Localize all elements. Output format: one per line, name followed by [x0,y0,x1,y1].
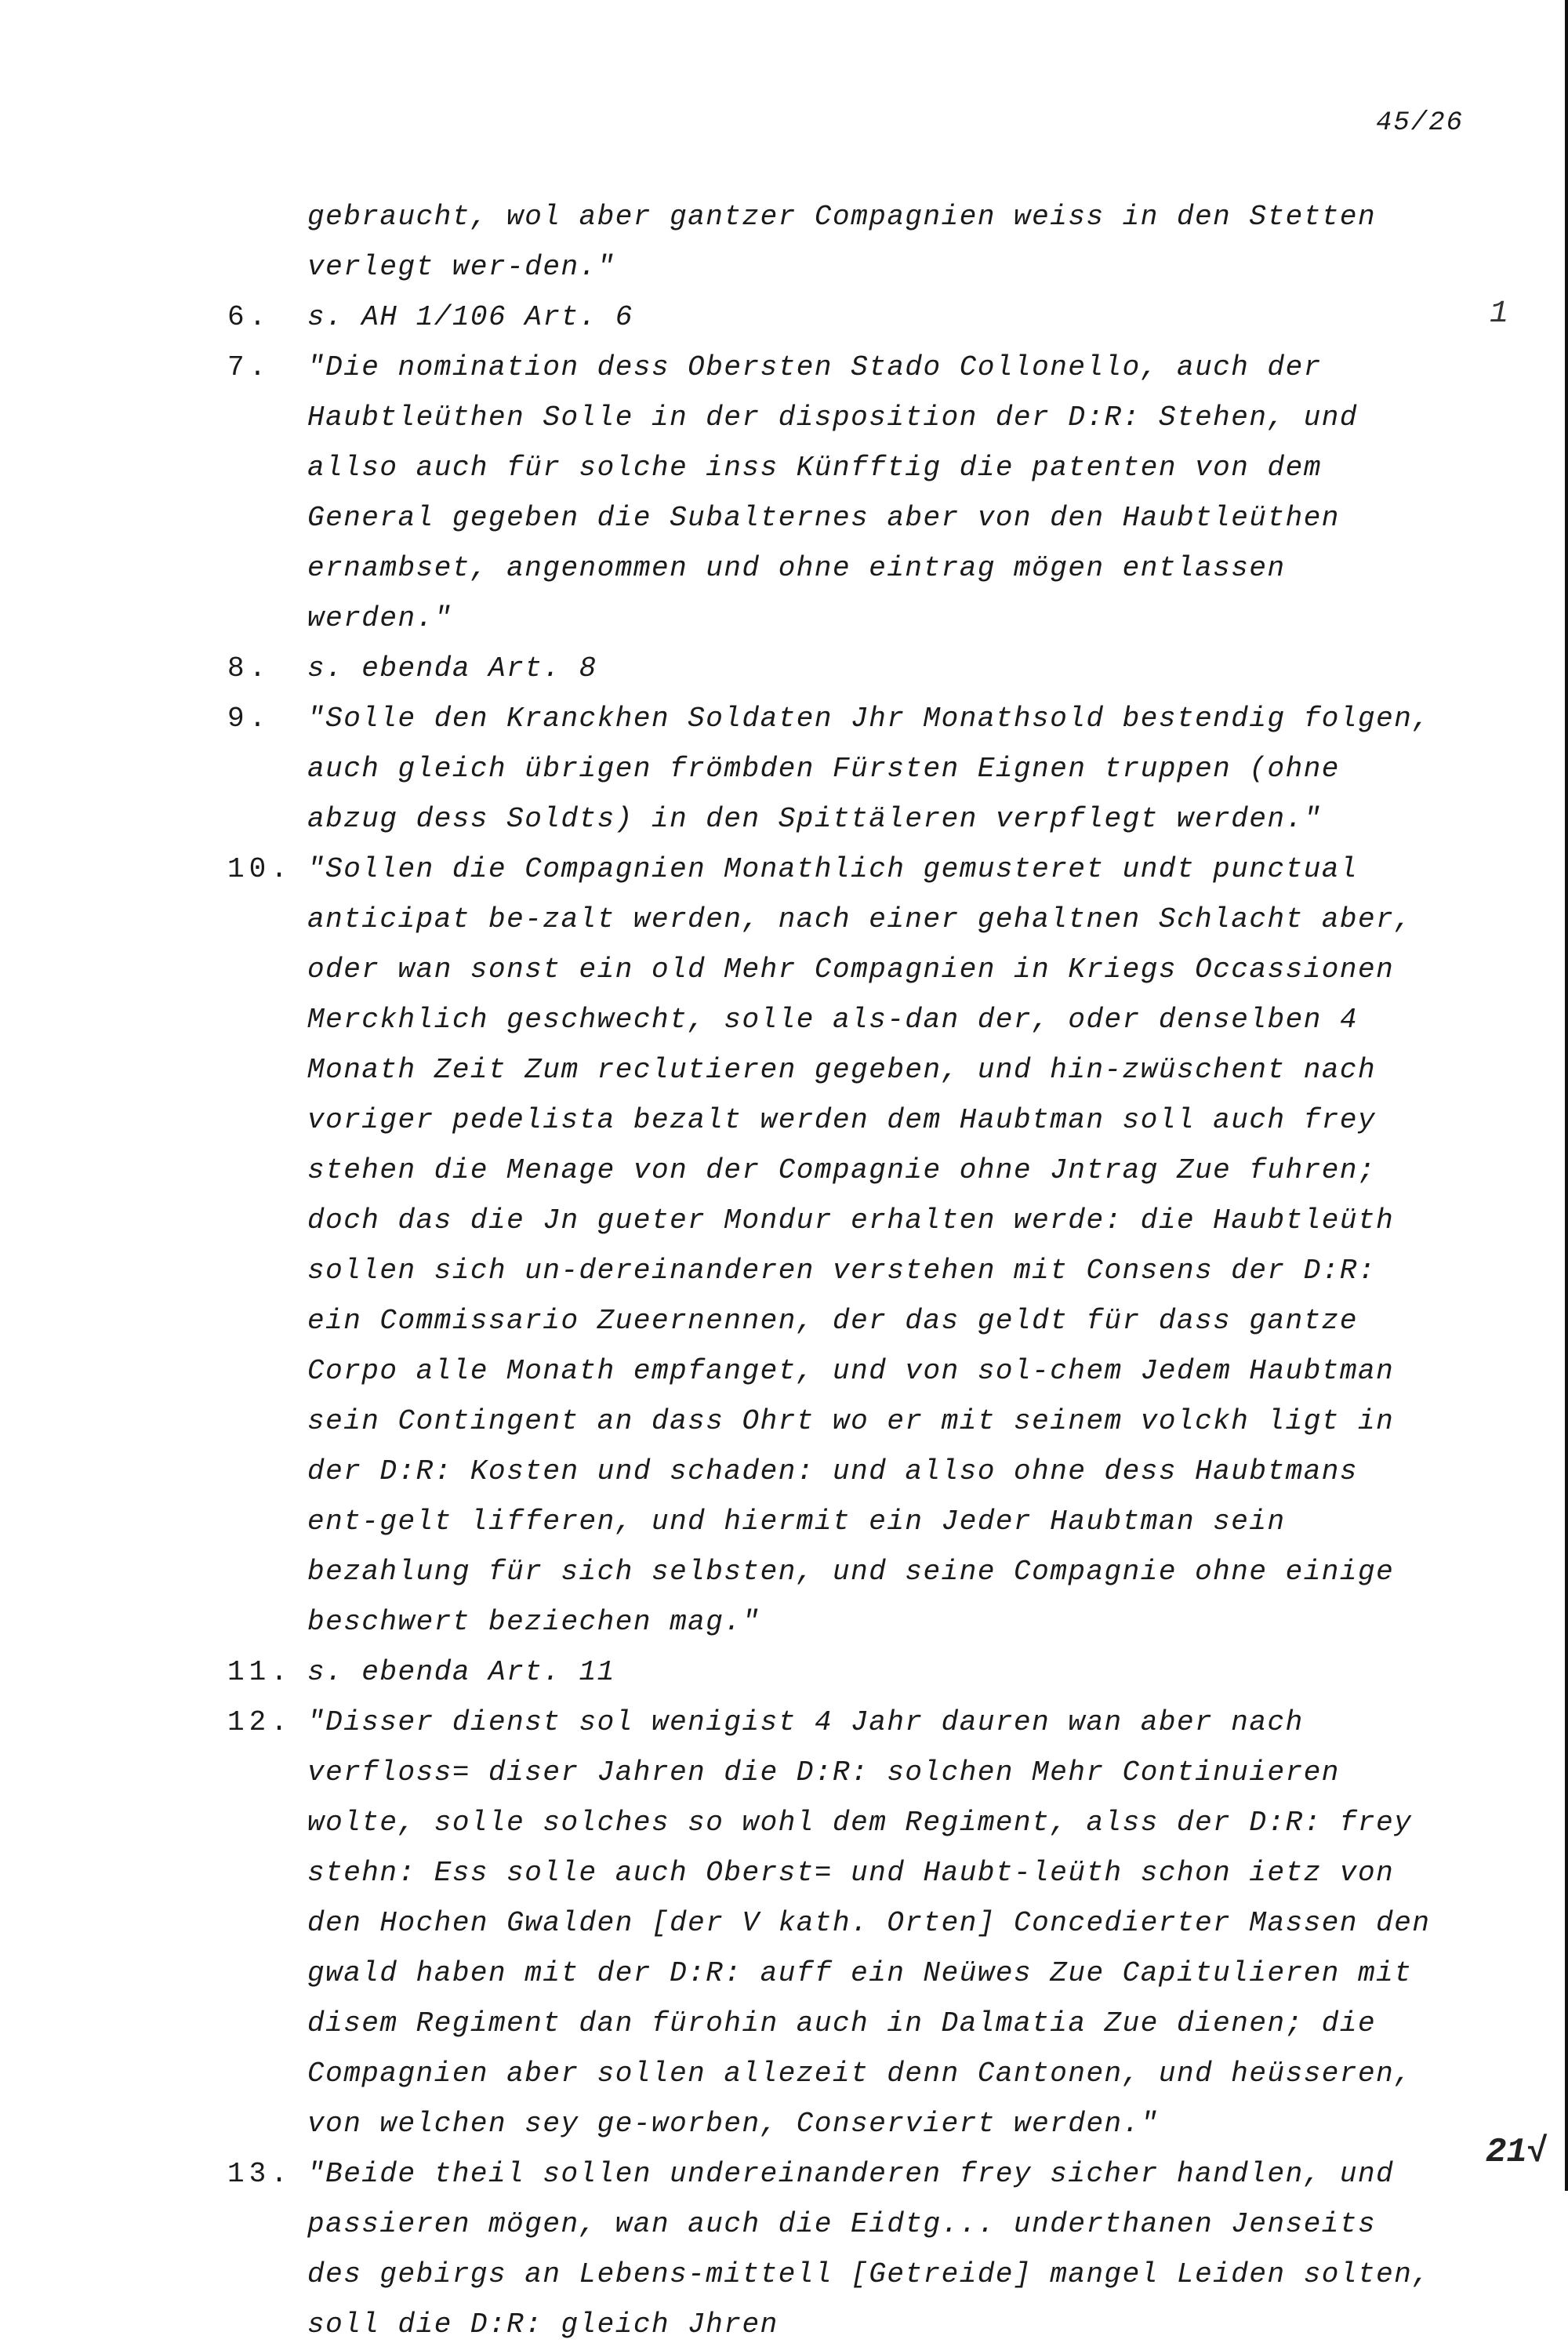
footnote-8 [0,644,1444,694]
continuation-text [0,192,1444,292]
note-text: s. ebenda Art. 8 [307,652,597,685]
handwritten-folio-mark: 21√ [1486,2133,1548,2172]
footnote-7 [0,343,1444,644]
footnote-13 [0,2149,1444,2350]
footnotes-body [0,192,1490,2350]
note-number: 13. [227,2158,292,2190]
footnote-10 [0,844,1444,1647]
note-number: 10. [227,853,292,885]
note-text: s. AH 1/106 Art. 6 [307,301,633,333]
footnote-6 [0,292,1444,343]
margin-annotation: 1 [1490,296,1509,332]
note-text: gebraucht, wol aber gantzer Compagnien weiss in den Stetten verlegt wer-den." [307,201,1377,283]
footnote-9 [0,694,1444,844]
footnote-12 [0,1698,1444,2149]
footnote-11 [0,1647,1444,1698]
note-text: "Die nomination dess Obersten Stado Collonello, auch der Haubtleüthen Solle in der disposition der D:R: Stehen, und allso auch für solche inss Künfftig die patenten von dem General gegeben die Subalternes aber von den Haubtleüthen ernambset, angenommen und ohne eintrag mögen entlassen werden." [307,351,1359,634]
page-number: 45/26 [1376,108,1465,138]
note-number: 11. [227,1656,292,1688]
note-text: "Disser dienst sol wenigist 4 Jahr dauren wan aber nach verfloss= diser Jahren die D:R: solchen Mehr Continuieren wolte, solle solches so wohl dem Regiment, alss der D:R: frey stehn: Ess solle auch Oberst= und Haubt-leüth schon ietz von den Hochen Gwalden [der V kath. Orten] Concedierter Massen den gwald haben mit der D:R: auff ein Neüwes Zue Capitulieren mit disem Regiment dan fürohin auch in Dalmatia Zue dienen; die Compagnien aber sollen allezeit denn Cantonen, und heüsseren, von welchen sey ge-worben, Conserviert werden." [307,1706,1431,2140]
note-text: s. ebenda Art. 11 [307,1656,615,1688]
note-text: "Sollen die Compagnien Monathlich gemusteret undt punctual anticipat be-zalt werden, nach einer gehaltnen Schlacht aber, oder wan sonst ein old Mehr Compagnien in Kriegs Occassionen Merckhlich geschwecht, solle als-dan der, oder denselben 4 Monath Zeit Zum reclutieren gegeben, und hin-zwüschent nach voriger pedelista bezalt werden dem Haubtman soll auch frey stehen die Menage von der Compagnie ohne Jntrag Zue fuhren; doch das die Jn gueter Mondur erhalten werde: die Haubtleüth sollen sich un-dereinanderen verstehen mit Consens der D:R: ein Commissario Zueernennen, der das geldt für dass gantze Corpo alle Monath empfanget, und von sol-chem Jedem Haubtman sein Contingent an dass Ohrt wo er mit seinem volckh ligt in der D:R: Kosten und schaden: und allso ohne dess Haubtmans ent-gelt lifferen, und hiermit ein Jeder Haubtman sein bezahlung für sich selbsten, und seine Compagnie ohne einige beschwert beziechen mag." [307,853,1413,1638]
note-number: 8. [227,652,271,685]
note-text: "Beide theil sollen undereinanderen frey sicher handlen, und passieren mögen, wan auch die Eidtg... underthanen Jenseits des gebirgs an Lebens-mittell [Getreide] mangel Leiden solten, soll die D:R: gleich Jhren [307,2158,1431,2341]
note-number: 12. [227,1706,292,1738]
note-text: "Solle den Kranckhen Soldaten Jhr Monathsold bestendig folgen, auch gleich übrigen frömbden Fürsten Eignen truppen (ohne abzug dess Soldts) in den Spittäleren verpflegt werden." [307,703,1431,835]
page-border [1565,0,1568,2191]
note-number: 6. [227,301,271,333]
note-number: 9. [227,703,271,735]
note-number: 7. [227,351,271,383]
